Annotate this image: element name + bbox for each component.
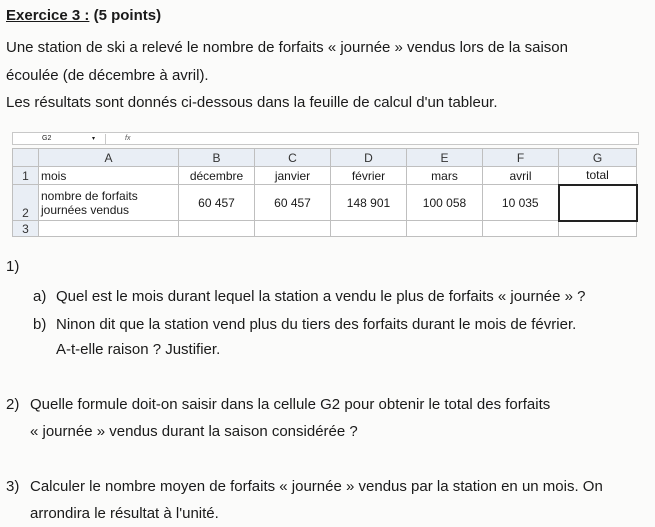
question-1a-letter: a): [33, 288, 47, 305]
column-header-c[interactable]: C: [255, 149, 331, 167]
cell-a2[interactable]: [39, 185, 179, 221]
question-1b-line-1: Ninon dit que la station vend plus du tiers des forfaits durant le mois de février.: [56, 316, 577, 333]
name-box[interactable]: [16, 134, 106, 144]
table-row: [13, 221, 637, 237]
select-all-corner[interactable]: [13, 149, 39, 167]
cell-g3[interactable]: [559, 221, 637, 237]
cell-c1[interactable]: janvier: [255, 167, 331, 185]
table-row: [13, 167, 637, 185]
column-header-f[interactable]: F: [483, 149, 559, 167]
cell-e1[interactable]: mars: [407, 167, 483, 185]
question-3-number: 3): [6, 478, 20, 495]
intro-line-3: Les résultats sont donnés ci-dessous dans la feuille de calcul d'un tableur.: [6, 94, 498, 111]
question-2-line-1: Quelle formule doit-on saisir dans la cellule G2 pour obtenir le total des forfaits: [30, 396, 551, 413]
cell-a2-line-1: nombre de forfaits: [41, 188, 138, 203]
cell-e3[interactable]: [407, 221, 483, 237]
exercise-title: [6, 7, 161, 24]
formula-bar: [12, 132, 639, 145]
cell-a2-line-2: journées vendus: [41, 202, 130, 217]
column-header-e[interactable]: E: [407, 149, 483, 167]
exercise-number: Exercice 3 :: [6, 7, 90, 24]
question-1a-text: Quel est le mois durant lequel la station a vendu le plus de forfaits « journée » ?: [56, 288, 586, 305]
cell-g1[interactable]: total: [559, 167, 637, 185]
cell-b2[interactable]: 60 457: [179, 185, 255, 221]
question-2-number: 2): [6, 396, 20, 413]
column-header-b[interactable]: B: [179, 149, 255, 167]
column-header-g[interactable]: G: [559, 149, 637, 167]
column-header-d[interactable]: D: [331, 149, 407, 167]
question-2-line-2: « journée » vendus durant la saison considérée ?: [30, 423, 358, 440]
name-box-value: G2: [42, 135, 52, 142]
cell-f3[interactable]: [483, 221, 559, 237]
row-header-3[interactable]: 3: [13, 221, 39, 237]
column-header-a[interactable]: A: [39, 149, 179, 167]
exercise-points: (5 points): [93, 7, 162, 24]
cell-a3[interactable]: [39, 221, 179, 237]
question-3-line-1: Calculer le nombre moyen de forfaits « journée » vendus par la station en un mois. On: [30, 478, 603, 495]
cell-d3[interactable]: [331, 221, 407, 237]
cell-f2[interactable]: 10 035: [483, 185, 559, 221]
question-1b-letter: b): [33, 316, 47, 333]
question-3-line-2: arrondira le résultat à l'unité.: [30, 505, 219, 522]
cell-f1[interactable]: avril: [483, 167, 559, 185]
intro-line-1: Une station de ski a relevé le nombre de forfaits « journée » vendus lors de la saison: [6, 39, 568, 56]
spreadsheet: [12, 132, 639, 244]
spreadsheet-grid: [12, 148, 638, 237]
row-header-1[interactable]: 1: [13, 167, 39, 185]
intro-line-2: écoulée (de décembre à avril).: [6, 67, 209, 84]
cell-d1[interactable]: février: [331, 167, 407, 185]
cell-e2[interactable]: 100 058: [407, 185, 483, 221]
cell-c2[interactable]: 60 457: [255, 185, 331, 221]
cell-b3[interactable]: [179, 221, 255, 237]
cell-b1[interactable]: décembre: [179, 167, 255, 185]
cell-a1[interactable]: mois: [39, 167, 179, 185]
cell-g2-selected[interactable]: [559, 185, 637, 221]
question-1-number: 1): [6, 258, 20, 275]
question-1b-line-2: A-t-elle raison ? Justifier.: [56, 341, 221, 358]
fx-icon[interactable]: fx: [125, 135, 131, 142]
column-header-row: [13, 149, 637, 167]
chevron-down-icon[interactable]: ▾: [92, 136, 96, 142]
row-header-2[interactable]: 2: [13, 185, 39, 221]
cell-d2[interactable]: 148 901: [331, 185, 407, 221]
cell-c3[interactable]: [255, 221, 331, 237]
table-row: [13, 185, 637, 221]
